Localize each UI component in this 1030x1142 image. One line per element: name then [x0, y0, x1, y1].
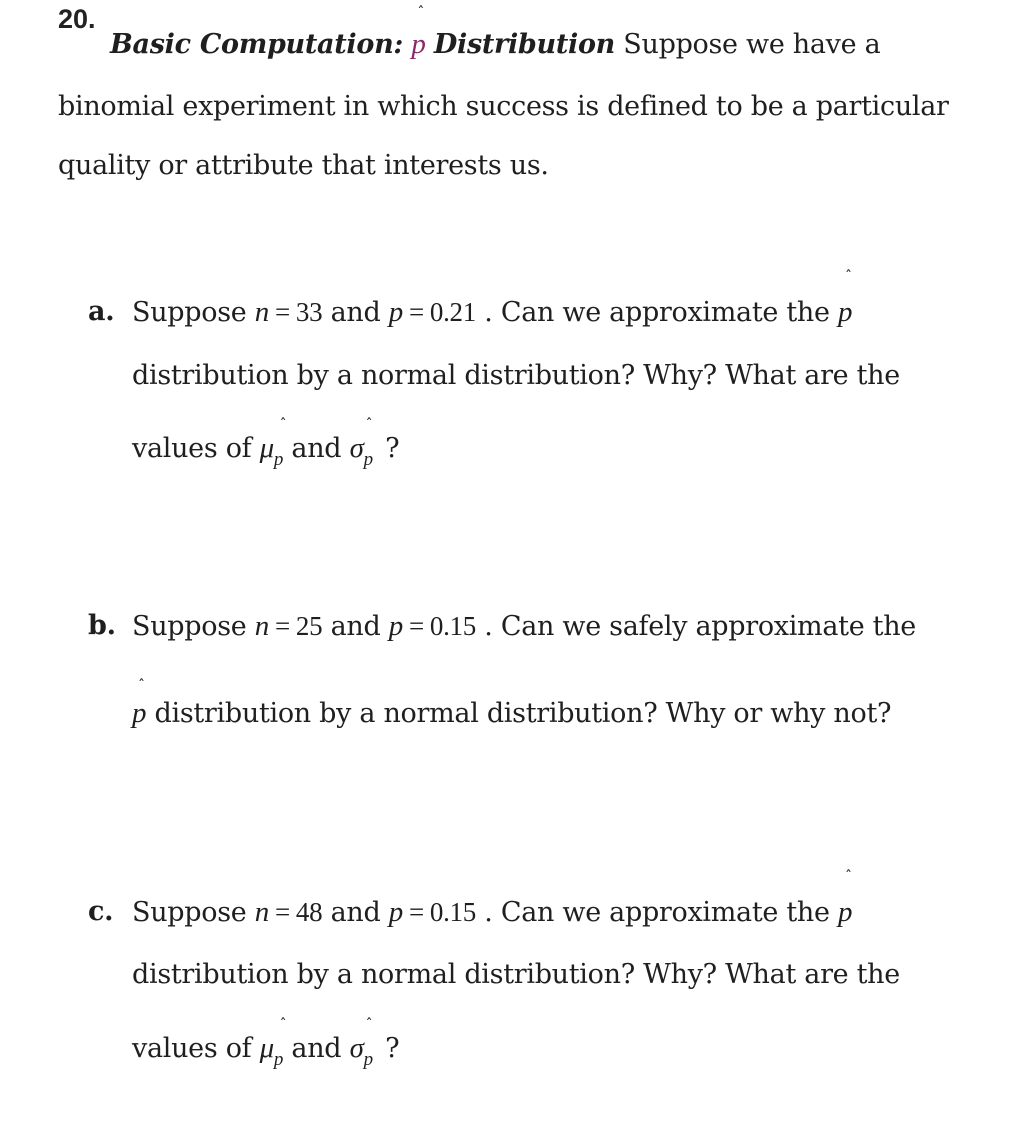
- part-a-label: a.: [88, 296, 115, 327]
- sigma-p-hat-symbol: ˆ $\sigma_p$: [349, 1017, 373, 1070]
- part-c-label: c.: [88, 896, 114, 927]
- p-value: 0.21: [429, 297, 476, 327]
- part-c-line-3: values of ˆ $\mu_p$ and ˆ $\sigma_p$ ?: [132, 1017, 400, 1070]
- part-b-label: b.: [88, 610, 116, 641]
- p-variable: p: [388, 610, 403, 642]
- p-hat-symbol: ˆ p: [837, 869, 853, 928]
- part-b-line-2: ˆ p distribution by a normal distribution? Why or why not?: [132, 678, 892, 729]
- p-value: 0.15: [429, 611, 476, 641]
- part-c-line-1: Suppose n = 48 and p = 0.15 . Can we approximate the ˆ p: [132, 869, 853, 928]
- part-c-line-2: distribution by a normal distribution? Why? What are the: [132, 959, 900, 990]
- n-variable: n: [254, 610, 269, 642]
- p-hat-symbol: ˆ p: [837, 269, 853, 328]
- sigma-p-hat-symbol: ˆ $\sigma_p$: [349, 417, 373, 470]
- intro-line-3: quality or attribute that interests us.: [58, 150, 549, 181]
- n-variable: n: [254, 296, 269, 328]
- intro-line-2: binomial experiment in which success is defined to be a particular: [58, 91, 949, 122]
- p-variable: p: [388, 296, 403, 328]
- part-a-line-3: values of ˆ $\mu_p$ and ˆ $\sigma_p$ ?: [132, 417, 400, 470]
- title-p-hat-symbol: ˆ p: [411, 5, 426, 60]
- mu-p-hat-symbol: ˆ $\mu_p$: [259, 417, 287, 470]
- p-variable: p: [388, 896, 403, 928]
- mu-p-hat-symbol: ˆ $\mu_p$: [259, 1017, 287, 1070]
- part-b-line-1: Suppose n = 25 and p = 0.15 . Can we safely approximate the: [132, 610, 916, 642]
- n-value: 33: [295, 297, 323, 327]
- problem-title-line: [110, 5, 881, 61]
- part-a-line-2: distribution by a normal distribution? Why? What are the: [132, 360, 900, 391]
- hat-accent: ˆ: [417, 5, 425, 21]
- problem-title-rest: Distribution: [433, 29, 615, 60]
- n-value: 25: [295, 611, 323, 641]
- problem-number: 20.: [58, 4, 96, 34]
- problem-title: Basic Computation:: [110, 29, 404, 60]
- intro-line-1: Suppose we have a: [623, 29, 881, 60]
- p-value: 0.15: [429, 897, 476, 927]
- n-value: 48: [295, 897, 323, 927]
- p-hat-symbol: ˆ p: [132, 678, 147, 729]
- n-variable: n: [254, 896, 269, 928]
- part-a-line-1: Suppose n = 33 and p = 0.21 . Can we approximate the ˆ p: [132, 269, 853, 328]
